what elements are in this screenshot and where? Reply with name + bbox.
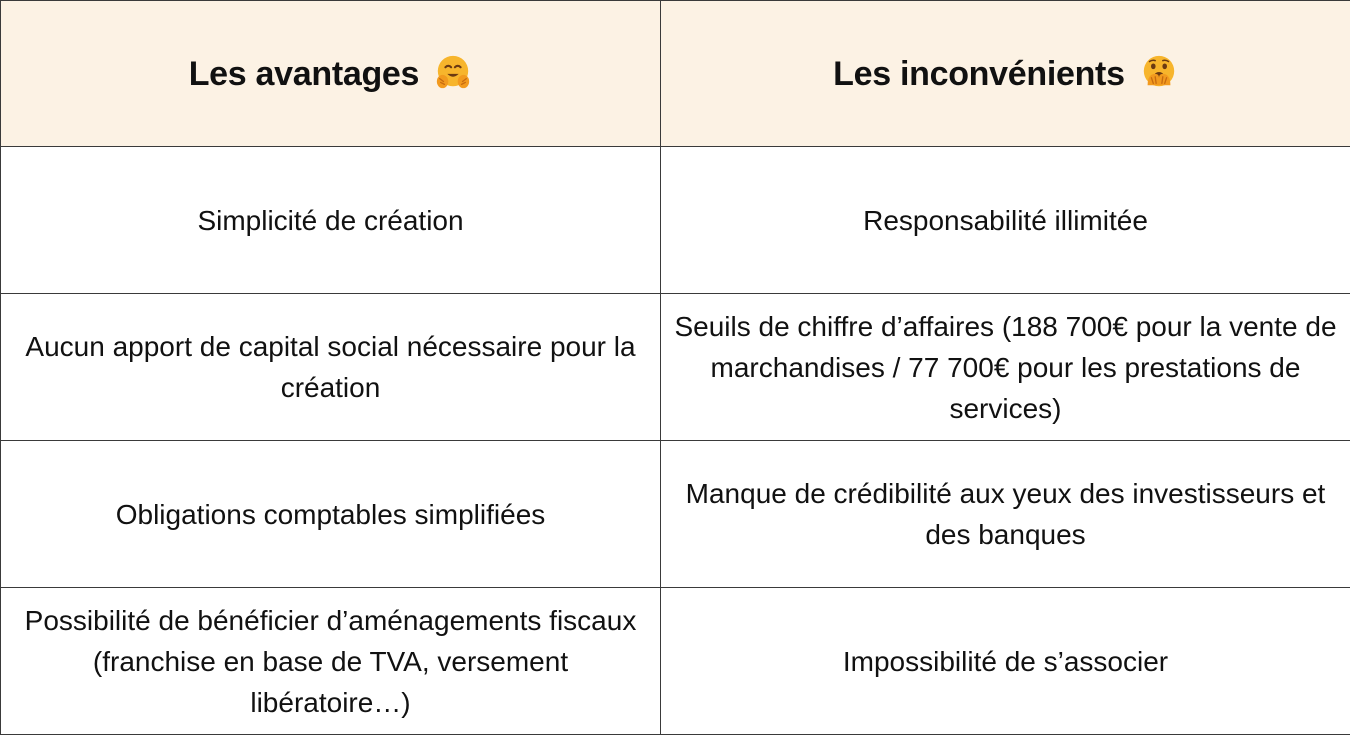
advantage-cell: Simplicité de création: [1, 147, 661, 294]
table-body: [1, 147, 1350, 735]
disadvantage-cell: Manque de crédibilité aux yeux des investisseurs et des banques: [661, 441, 1350, 588]
table-row: [1, 441, 1350, 588]
table-header: [1, 1, 1350, 147]
table-row: [1, 588, 1350, 735]
face-with-hand-over-mouth-emoji-icon: [1140, 53, 1178, 91]
disadvantage-cell: Seuils de chiffre d’affaires (188 700€ pour la vente de marchandises / 77 700€ pour les prestations de services): [661, 294, 1350, 441]
header-row: [1, 1, 1350, 147]
header-disadvantages: [661, 1, 1350, 147]
disadvantage-cell: Impossibilité de s’associer: [661, 588, 1350, 735]
header-disadvantages-label: Les inconvénients: [833, 55, 1125, 93]
advantage-cell: Obligations comptables simplifiées: [1, 441, 661, 588]
table-row: [1, 147, 1350, 294]
advantage-cell: Possibilité de bénéficier d’aménagements fiscaux (franchise en base de TVA, versement libératoire…): [1, 588, 661, 735]
disadvantage-cell: Responsabilité illimitée: [661, 147, 1350, 294]
header-advantages-label: Les avantages: [189, 55, 419, 93]
header-advantages: [1, 1, 661, 147]
hugging-face-emoji-icon: [434, 53, 472, 91]
advantage-cell: Aucun apport de capital social nécessaire pour la création: [1, 294, 661, 441]
table-row: [1, 294, 1350, 441]
